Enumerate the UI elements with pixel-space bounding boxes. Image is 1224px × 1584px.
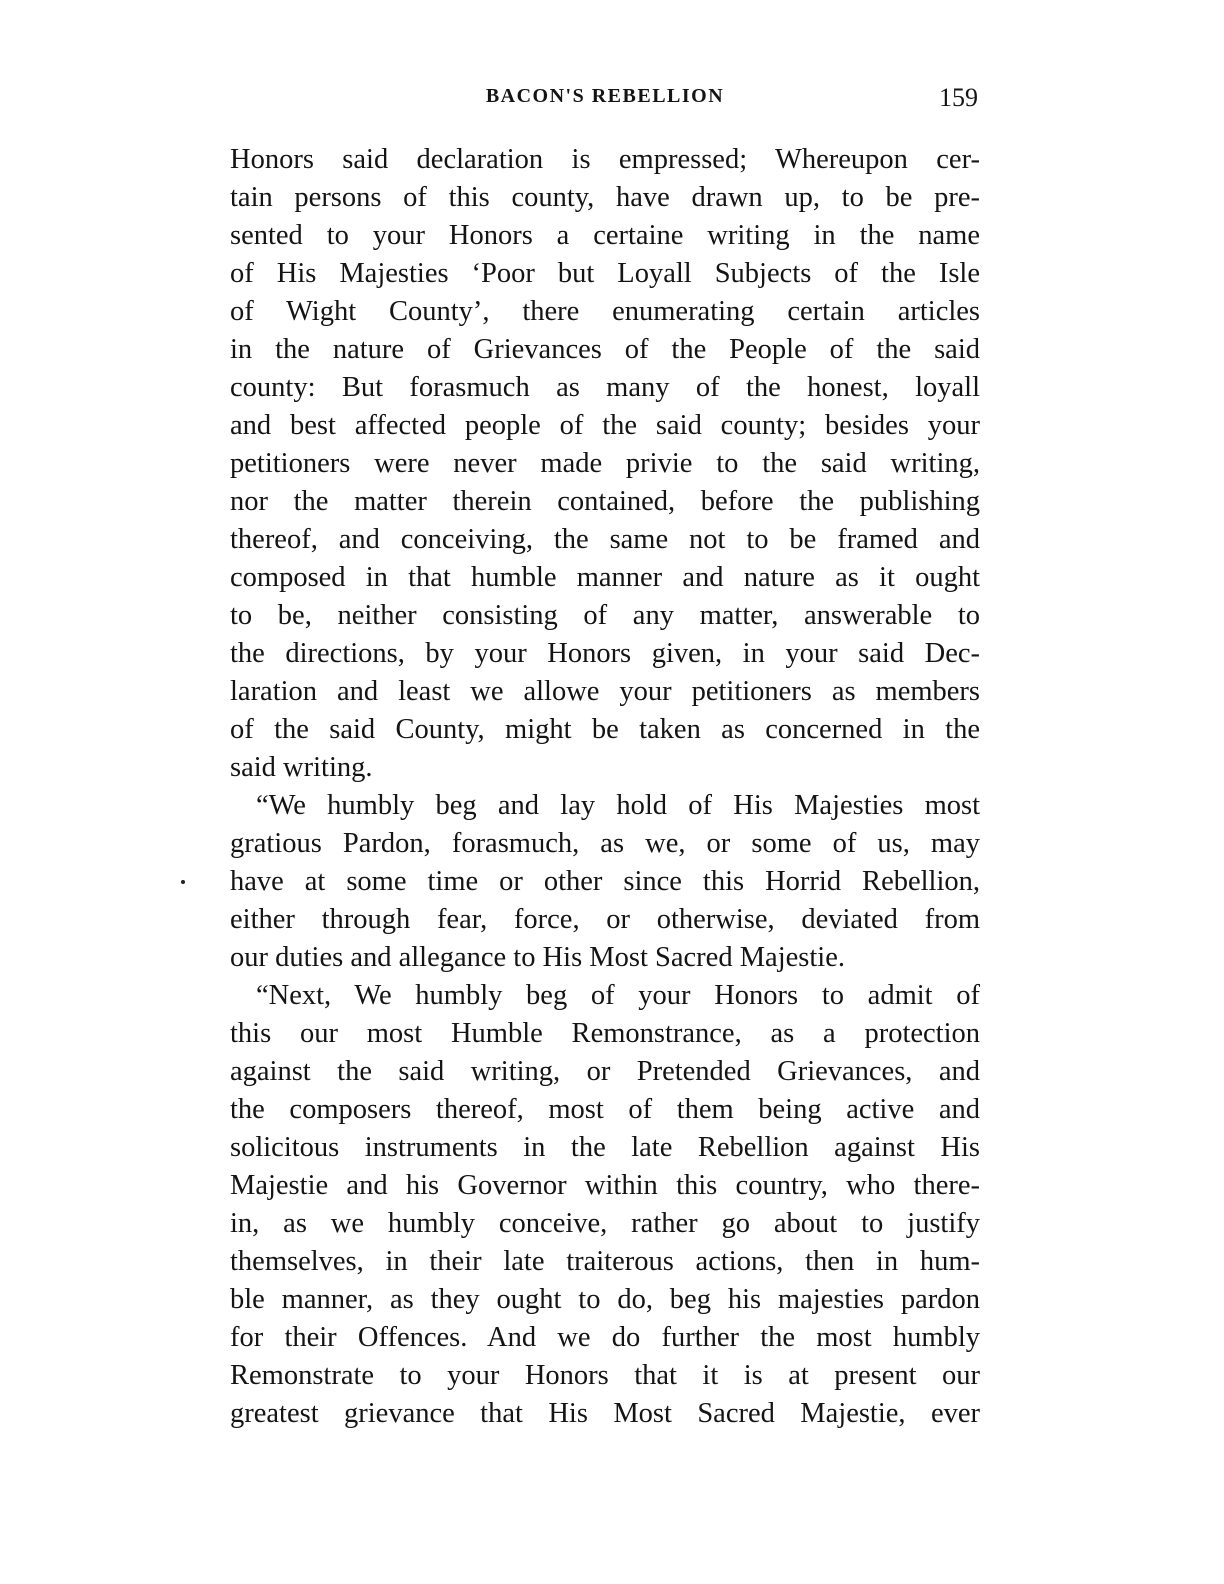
text-line: of His Majesties ‘Poor but Loyall Subjects of the Isle [230, 258, 980, 289]
text-line: the directions, by your Honors given, in your said Dec- [230, 638, 980, 669]
text-line: thereof, and conceiving, the same not to be framed and [230, 524, 980, 555]
text-line: of the said County, might be taken as concerned in the [230, 714, 980, 745]
text-line: in, as we humbly conceive, rather go about to justify [230, 1208, 980, 1239]
page-number: 159 [939, 83, 978, 112]
text-line: Honors said declaration is empressed; Whereupon cer- [230, 144, 980, 175]
text-line: sented to your Honors a certaine writing in the name [230, 220, 980, 251]
text-line: Majestie and his Governor within this country, who there- [230, 1170, 980, 1201]
text-line: the composers thereof, most of them being active and [230, 1094, 980, 1125]
text-line: county: But forasmuch as many of the honest, loyall [230, 372, 980, 403]
running-title: BACON'S REBELLION [485, 85, 725, 107]
text-line: either through fear, force, or otherwise, deviated from [230, 904, 980, 935]
text-line: composed in that humble manner and nature as it ought [230, 562, 980, 593]
running-head [230, 76, 980, 116]
text-line: “Next, We humbly beg of your Honors to admit of [256, 980, 980, 1011]
text-line: have at some time or other since this Horrid Rebellion, [230, 866, 980, 897]
margin-mark [181, 880, 185, 884]
text-line: tain persons of this county, have drawn up, to be pre- [230, 182, 980, 213]
text-line: against the said writing, or Pretended Grievances, and [230, 1056, 980, 1087]
text-line: themselves, in their late traiterous actions, then in hum- [230, 1246, 980, 1277]
text-line: our duties and allegance to His Most Sacred Majestie. [230, 942, 845, 973]
text-line: “We humbly beg and lay hold of His Majesties most [256, 790, 980, 821]
text-line: and best affected people of the said county; besides your [230, 410, 980, 441]
text-line: of Wight County’, there enumerating certain articles [230, 296, 980, 327]
body-text [230, 141, 980, 1433]
text-line: to be, neither consisting of any matter, answerable to [230, 600, 980, 631]
text-line: laration and least we allowe your petitioners as members [230, 676, 980, 707]
text-line: this our most Humble Remonstrance, as a protection [230, 1018, 980, 1049]
text-line: petitioners were never made privie to the said writing, [230, 448, 980, 479]
text-line: gratious Pardon, forasmuch, as we, or some of us, may [230, 828, 980, 859]
text-line: said writing. [230, 752, 373, 783]
text-line: ble manner, as they ought to do, beg his majesties pardon [230, 1284, 980, 1315]
text-line: Remonstrate to your Honors that it is at present our [230, 1360, 980, 1391]
text-line: for their Offences. And we do further the most humbly [230, 1322, 980, 1353]
text-line: greatest grievance that His Most Sacred Majestie, ever [230, 1398, 980, 1429]
text-line: nor the matter therein contained, before the publishing [230, 486, 980, 517]
text-line: in the nature of Grievances of the People of the said [230, 334, 980, 365]
text-line: solicitous instruments in the late Rebellion against His [230, 1132, 980, 1163]
